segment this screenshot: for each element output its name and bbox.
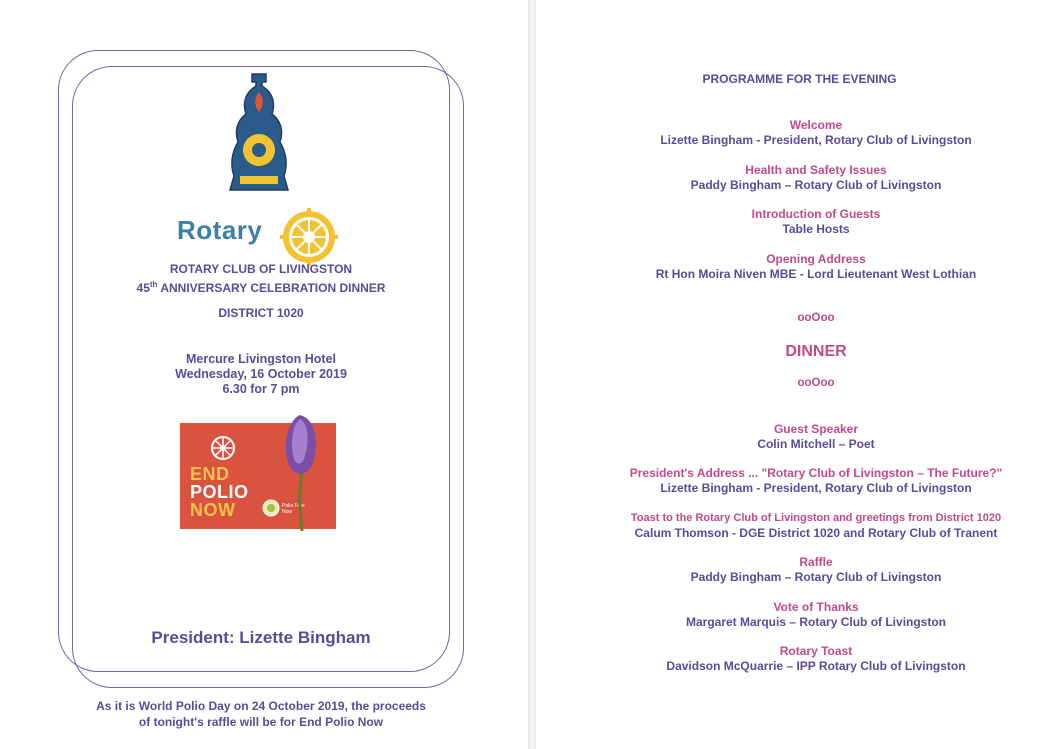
end-polio-now-image [180,423,336,529]
programme-item: Vote of Thanks Margaret Marquis – Rotary Club of Livingston [685,600,947,629]
programme-item: Toast to the Rotary Club of Livingston and greetings from District 1020 Calum Thomson - DGE District 1020 and Rotary Club of Tranent [630,512,1002,540]
programme-item: Rotary Toast Davidson McQuarrie – IPP Rotary Club of Livingston [666,644,966,673]
lantern-icon [228,72,290,192]
separator: ooOoo [797,377,835,389]
page-fold [528,0,536,749]
programme-item: President's Address ... "Rotary Club of Livingston – The Future?" Lizette Bingham - President, Rotary Club of Livingston [629,466,1003,495]
club-name: ROTARY CLUB OF LIVINGSTON [169,262,353,276]
event-date: Wednesday, 16 October 2019 [175,367,347,381]
programme-item: Introduction of Guests Table Hosts [751,207,881,236]
programme-item: Welcome Lizette Bingham - President, Rotary Club of Livingston [660,118,972,147]
programme-page [536,0,1063,749]
programme-item: Opening Address Rt Hon Moira Niven MBE - Lord Lieutenant West Lothian [655,252,977,281]
anniversary-line: 45th ANNIVERSARY CELEBRATION DINNER [136,280,386,295]
crocus-flower-icon [276,413,326,533]
president-name: President: Lizette Bingham [151,628,371,647]
raffle-note: As it is World Polio Day on 24 October 2019, the proceeds of tonight's raffle will be for End Polio Now [96,699,426,729]
end-polio-now-text: END POLIO NOW [190,464,249,520]
separator: ooOoo [797,312,835,324]
venue: Mercure Livingston Hotel [185,352,337,366]
programme-item: Health and Safety Issues Paddy Bingham – Rotary Club of Livingston [690,163,942,192]
rotary-logo-wordmark: Rotary [177,215,263,245]
programme-title: PROGRAMME FOR THE EVENING [702,72,897,86]
programme-item: Guest Speaker Colin Mitchell – Poet [757,422,875,451]
event-title [58,262,464,296]
event-details [58,352,464,397]
rotary-wheel-icon [210,435,236,461]
rotary-wheel-icon [280,208,338,266]
programme-item: Raffle Paddy Bingham – Rotary Club of Livingston [690,555,942,584]
event-time: 6.30 for 7 pm [222,382,300,396]
polio-free-label: Polio Free Now [282,503,305,515]
district-label: DISTRICT 1020 [218,306,304,320]
dinner-heading: DINNER [785,343,847,360]
